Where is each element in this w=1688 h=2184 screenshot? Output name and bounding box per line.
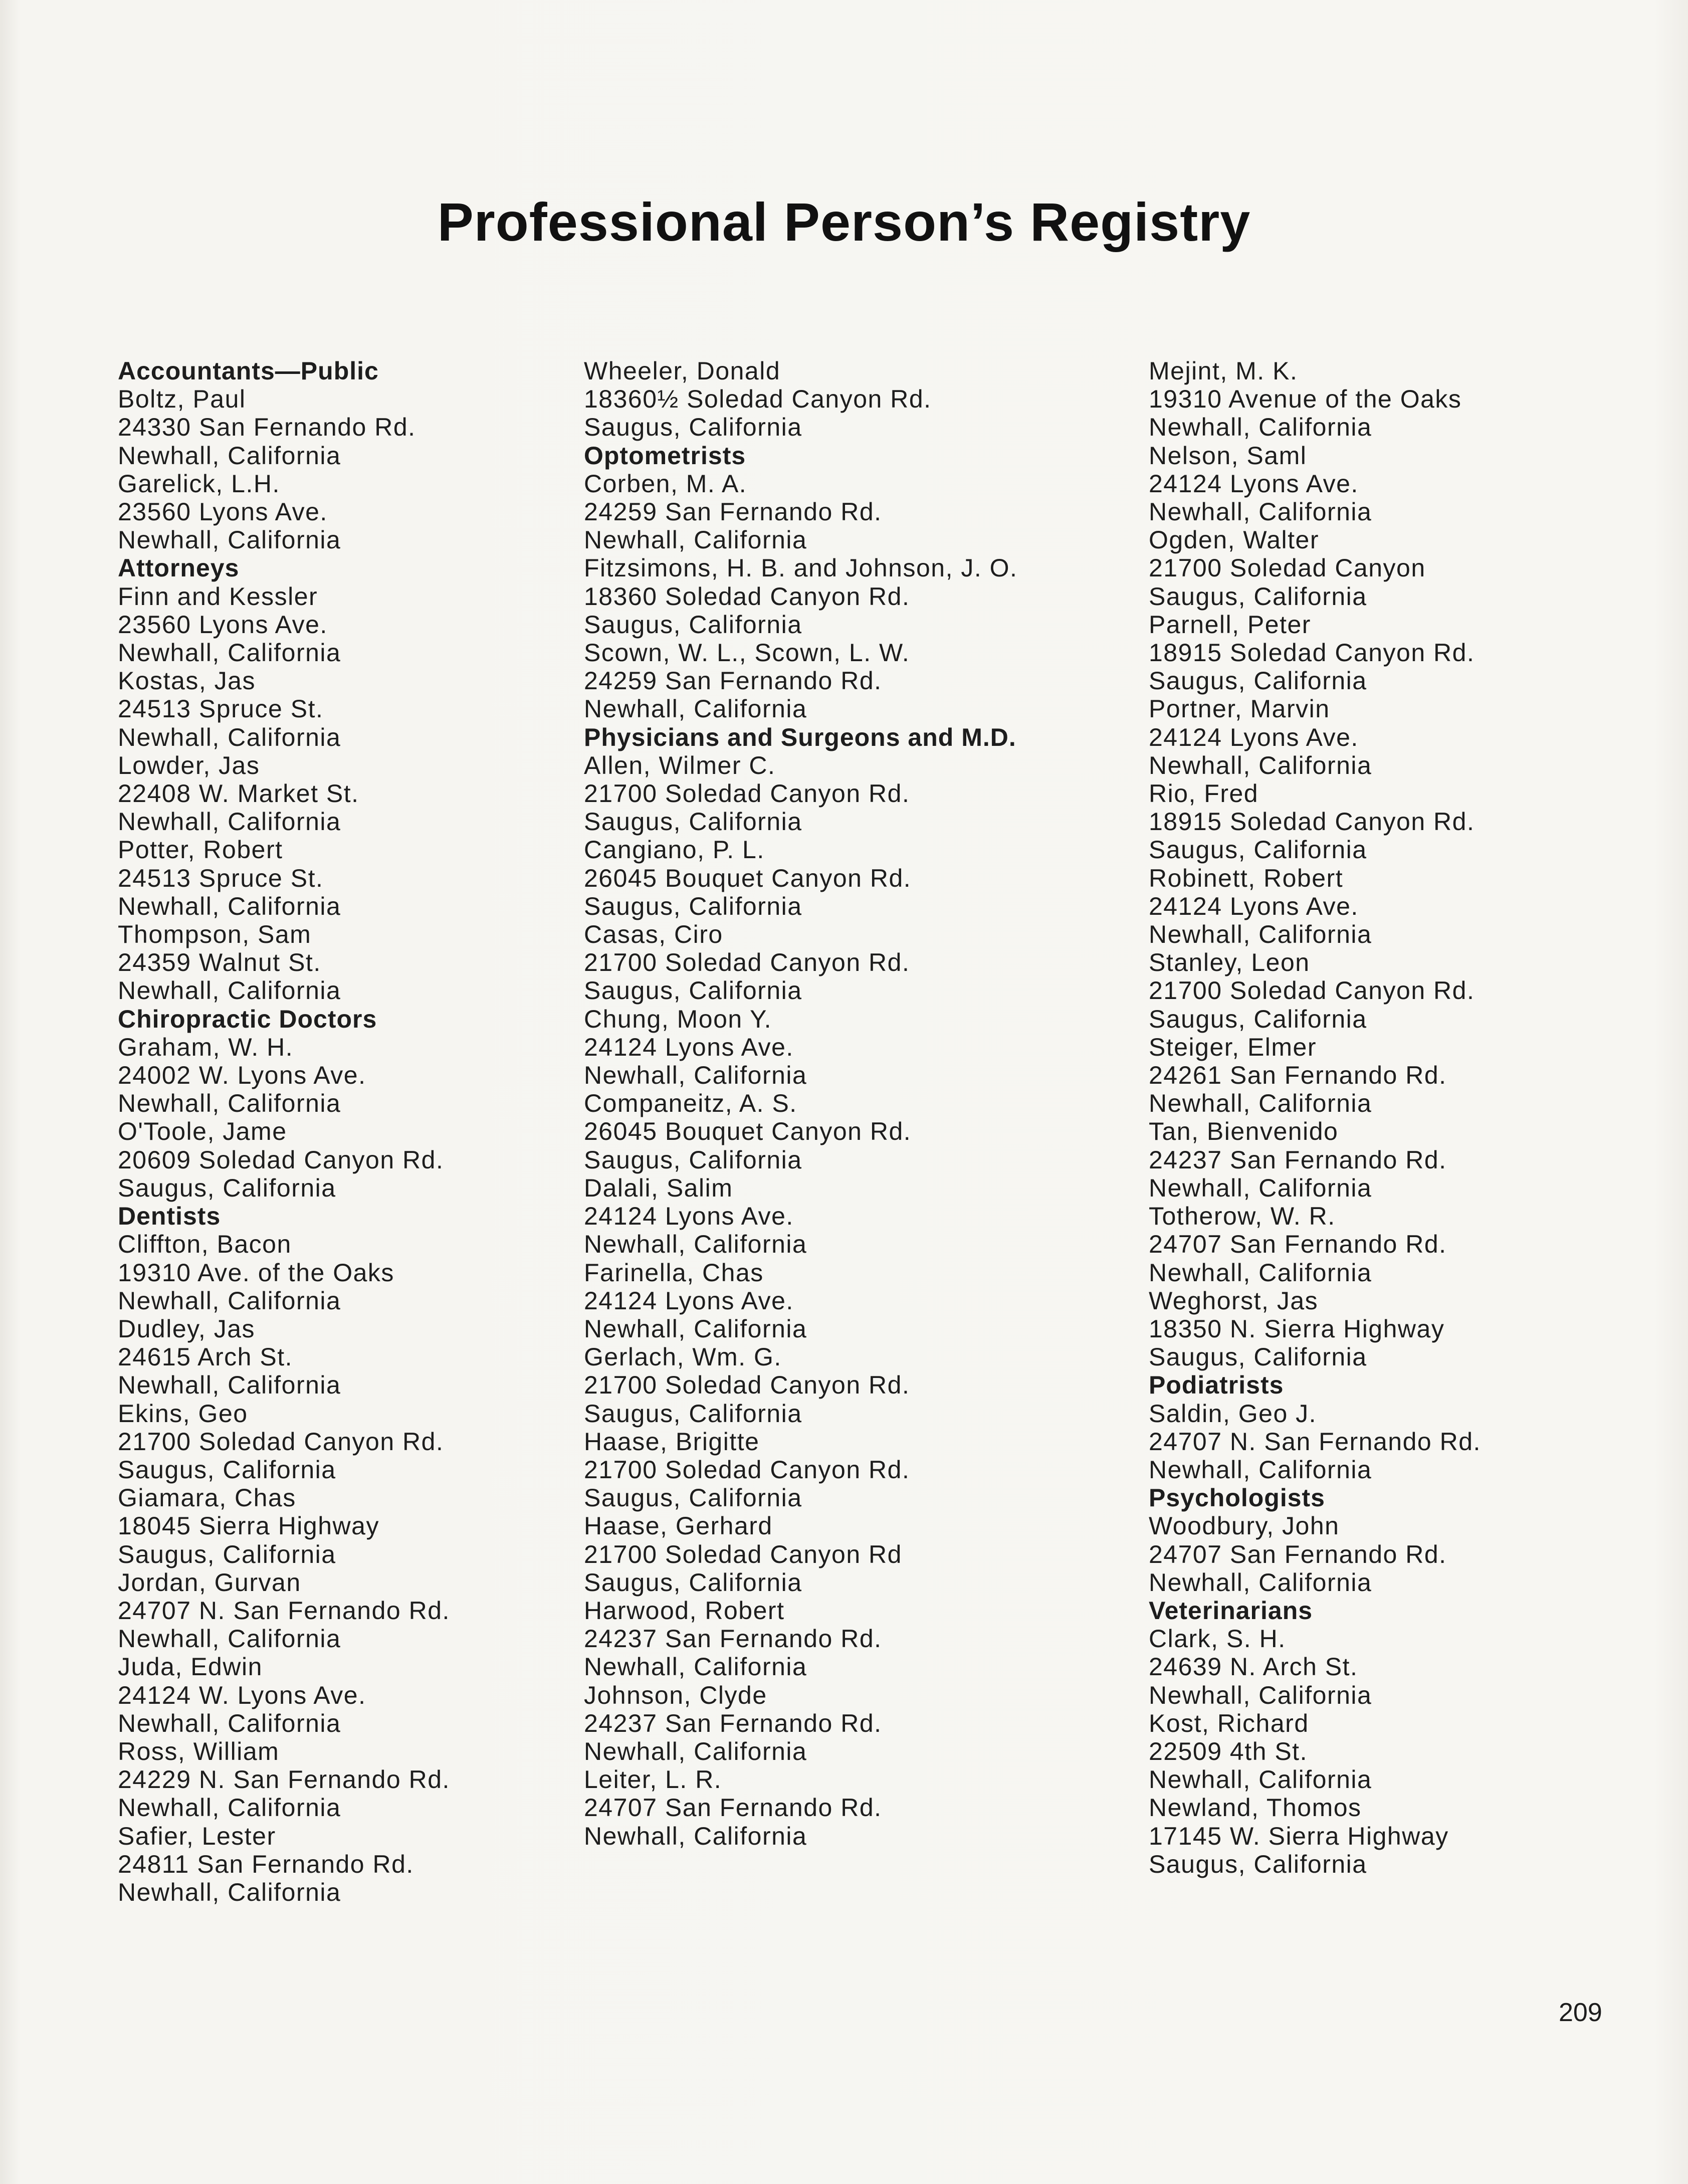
registry-line: Clark, S. H. xyxy=(1149,1625,1286,1653)
registry-line: Newhall, California xyxy=(584,1822,807,1850)
registry-line: 21700 Soledad Canyon Rd xyxy=(584,1540,902,1568)
registry-line: Newhall, California xyxy=(118,1709,341,1737)
registry-line: Newhall, California xyxy=(1149,1173,1372,1202)
registry-line: Juda, Edwin xyxy=(118,1653,263,1681)
registry-line: 20609 Soledad Canyon Rd. xyxy=(118,1145,444,1174)
registry-line: 21700 Soledad Canyon Rd. xyxy=(1149,976,1475,1005)
registry-line: Nelson, Saml xyxy=(1149,441,1307,470)
registry-line: Saugus, California xyxy=(584,892,802,920)
registry-line: Newhall, California xyxy=(1149,1455,1372,1484)
category-heading: Psychologists xyxy=(1149,1484,1325,1512)
registry-line: Steiger, Elmer xyxy=(1149,1033,1317,1061)
registry-line: Newhall, California xyxy=(118,1089,341,1118)
registry-line: Ogden, Walter xyxy=(1149,526,1320,554)
registry-line: Newhall, California xyxy=(1149,1681,1372,1709)
registry-line: Companeitz, A. S. xyxy=(584,1089,797,1118)
registry-line: Wheeler, Donald xyxy=(584,357,781,385)
registry-line: 18360½ Soledad Canyon Rd. xyxy=(584,385,932,414)
registry-line: Saugus, California xyxy=(584,1484,802,1512)
registry-line: Woodbury, John xyxy=(1149,1512,1340,1540)
category-heading: Podiatrists xyxy=(1149,1371,1284,1400)
registry-line: Haase, Gerhard xyxy=(584,1512,773,1540)
registry-line: Chung, Moon Y. xyxy=(584,1005,772,1033)
registry-line: 24124 Lyons Ave. xyxy=(584,1033,794,1061)
registry-line: Newhall, California xyxy=(118,892,341,920)
registry-line: 24124 Lyons Ave. xyxy=(1149,469,1359,498)
registry-line: Scown, W. L., Scown, L. W. xyxy=(584,639,910,667)
registry-line: 24124 W. Lyons Ave. xyxy=(118,1681,366,1709)
registry-line: Saugus, California xyxy=(584,1145,802,1174)
registry-line: 24707 San Fernando Rd. xyxy=(1149,1540,1447,1568)
registry-line: Mejint, M. K. xyxy=(1149,357,1298,385)
registry-line: Newhall, California xyxy=(584,695,807,723)
registry-line: Newhall, California xyxy=(584,1314,807,1343)
registry-line: Casas, Ciro xyxy=(584,920,723,949)
registry-line: Newhall, California xyxy=(584,1653,807,1681)
registry-line: Saugus, California xyxy=(1149,1850,1367,1878)
registry-line: Newhall, California xyxy=(118,1625,341,1653)
registry-line: Newhall, California xyxy=(1149,1258,1372,1287)
registry-line: Cangiano, P. L. xyxy=(584,836,765,864)
registry-line: Saugus, California xyxy=(584,1568,802,1597)
registry-line: 18360 Soledad Canyon Rd. xyxy=(584,582,910,611)
registry-line: Stanley, Leon xyxy=(1149,948,1310,977)
registry-line: Newhall, California xyxy=(118,723,341,751)
registry-line: 18045 Sierra Highway xyxy=(118,1512,379,1540)
registry-line: Garelick, L.H. xyxy=(118,469,280,498)
registry-line: Newhall, California xyxy=(118,441,341,470)
registry-line: Saugus, California xyxy=(118,1173,336,1202)
registry-line: Saugus, California xyxy=(584,808,802,836)
registry-line: 24124 Lyons Ave. xyxy=(1149,892,1359,920)
registry-line: 21700 Soledad Canyon Rd. xyxy=(118,1427,444,1456)
registry-line: Saugus, California xyxy=(118,1455,336,1484)
registry-line: 24124 Lyons Ave. xyxy=(584,1202,794,1231)
registry-line: Thompson, Sam xyxy=(118,920,312,949)
registry-line: Potter, Robert xyxy=(118,836,283,864)
registry-line: Corben, M. A. xyxy=(584,469,747,498)
registry-line: 21700 Soledad Canyon Rd. xyxy=(584,1455,910,1484)
registry-line: 24330 San Fernando Rd. xyxy=(118,413,416,442)
registry-line: Newhall, California xyxy=(1149,1089,1372,1118)
registry-line: Allen, Wilmer C. xyxy=(584,751,776,779)
registry-line: Dalali, Salim xyxy=(584,1173,733,1202)
registry-line: 24615 Arch St. xyxy=(118,1343,293,1371)
registry-line: 24513 Spruce St. xyxy=(118,695,324,723)
registry-line: Newhall, California xyxy=(1149,920,1372,949)
registry-line: Finn and Kessler xyxy=(118,582,318,611)
registry-line: Haase, Brigitte xyxy=(584,1427,760,1456)
category-heading: Attorneys xyxy=(118,554,240,582)
registry-line: 24229 N. San Fernando Rd. xyxy=(118,1765,450,1794)
registry-line: 24259 San Fernando Rd. xyxy=(584,667,882,695)
registry-line: O'Toole, Jame xyxy=(118,1117,287,1146)
registry-line: Dudley, Jas xyxy=(118,1314,256,1343)
registry-line: Saugus, California xyxy=(1149,836,1367,864)
page-title: Professional Person’s Registry xyxy=(437,191,1251,252)
registry-line: 22408 W. Market St. xyxy=(118,779,359,808)
registry-line: 24707 San Fernando Rd. xyxy=(584,1794,882,1822)
category-heading: Dentists xyxy=(118,1202,221,1231)
registry-line: Saugus, California xyxy=(1149,1343,1367,1371)
registry-line: 22509 4th St. xyxy=(1149,1737,1308,1765)
registry-line: 24124 Lyons Ave. xyxy=(584,1286,794,1315)
registry-line: 24707 San Fernando Rd. xyxy=(1149,1230,1447,1259)
registry-line: Newhall, California xyxy=(118,526,341,554)
registry-line: Graham, W. H. xyxy=(118,1033,294,1061)
registry-line: Boltz, Paul xyxy=(118,385,246,414)
registry-line: 18915 Soledad Canyon Rd. xyxy=(1149,808,1475,836)
registry-line: Newland, Thomos xyxy=(1149,1794,1362,1822)
category-heading: Physicians and Surgeons and M.D. xyxy=(584,723,1016,751)
registry-line: Newhall, California xyxy=(118,976,341,1005)
registry-line: Newhall, California xyxy=(584,1061,807,1090)
registry-line: Gerlach, Wm. G. xyxy=(584,1343,782,1371)
registry-line: 24259 San Fernando Rd. xyxy=(584,498,882,526)
registry-line: 24639 N. Arch St. xyxy=(1149,1653,1358,1681)
registry-line: Newhall, California xyxy=(118,1371,341,1400)
registry-line: 21700 Soledad Canyon xyxy=(1149,554,1426,582)
registry-line: Tan, Bienvenido xyxy=(1149,1117,1339,1146)
registry-line: Saugus, California xyxy=(584,413,802,442)
registry-line: Cliffton, Bacon xyxy=(118,1230,292,1259)
registry-line: 18915 Soledad Canyon Rd. xyxy=(1149,639,1475,667)
registry-column-2 xyxy=(584,357,1095,1850)
registry-line: 24002 W. Lyons Ave. xyxy=(118,1061,366,1090)
registry-line: 19310 Ave. of the Oaks xyxy=(118,1258,394,1287)
registry-line: Saugus, California xyxy=(584,1399,802,1428)
registry-line: 21700 Soledad Canyon Rd. xyxy=(584,948,910,977)
registry-line: Robinett, Robert xyxy=(1149,864,1344,892)
registry-line: Newhall, California xyxy=(118,639,341,667)
registry-line: 24237 San Fernando Rd. xyxy=(584,1709,882,1737)
category-heading: Accountants—Public xyxy=(118,357,379,385)
registry-line: Newhall, California xyxy=(118,1878,341,1906)
registry-line: Newhall, California xyxy=(584,1737,807,1765)
registry-line: Lowder, Jas xyxy=(118,751,260,779)
registry-line: 24707 N. San Fernando Rd. xyxy=(1149,1427,1481,1456)
registry-line: Newhall, California xyxy=(118,1794,341,1822)
registry-line: 19310 Avenue of the Oaks xyxy=(1149,385,1462,414)
category-heading: Chiropractic Doctors xyxy=(118,1005,377,1033)
registry-line: Rio, Fred xyxy=(1149,779,1259,808)
registry-line: Portner, Marvin xyxy=(1149,695,1330,723)
registry-line: Newhall, California xyxy=(1149,1765,1372,1794)
registry-line: Newhall, California xyxy=(118,1286,341,1315)
registry-line: 18350 N. Sierra Highway xyxy=(1149,1314,1445,1343)
registry-line: Newhall, California xyxy=(1149,498,1372,526)
registry-line: Newhall, California xyxy=(1149,751,1372,779)
registry-line: Saugus, California xyxy=(118,1540,336,1568)
registry-line: 26045 Bouquet Canyon Rd. xyxy=(584,864,912,892)
registry-line: Giamara, Chas xyxy=(118,1484,296,1512)
registry-line: Ross, William xyxy=(118,1737,280,1765)
registry-line: Safier, Lester xyxy=(118,1822,276,1850)
registry-line: Kost, Richard xyxy=(1149,1709,1309,1737)
registry-line: Newhall, California xyxy=(584,526,807,554)
registry-line: Harwood, Robert xyxy=(584,1596,785,1625)
registry-line: 24707 N. San Fernando Rd. xyxy=(118,1596,450,1625)
registry-line: Saugus, California xyxy=(584,610,802,639)
registry-line: 21700 Soledad Canyon Rd. xyxy=(584,1371,910,1400)
registry-line: 24811 San Fernando Rd. xyxy=(118,1850,414,1878)
category-heading: Veterinarians xyxy=(1149,1596,1313,1625)
page-number: 209 xyxy=(1559,1998,1602,2027)
registry-line: Totherow, W. R. xyxy=(1149,1202,1336,1231)
registry-line: Newhall, California xyxy=(1149,1568,1372,1597)
registry-column-1 xyxy=(118,357,559,1906)
registry-line: Johnson, Clyde xyxy=(584,1681,767,1709)
registry-line: 24261 San Fernando Rd. xyxy=(1149,1061,1447,1090)
registry-line: Newhall, California xyxy=(584,1230,807,1259)
registry-line: 24237 San Fernando Rd. xyxy=(1149,1145,1447,1174)
registry-line: 21700 Soledad Canyon Rd. xyxy=(584,779,910,808)
registry-line: Saldin, Geo J. xyxy=(1149,1399,1317,1428)
registry-line: Saugus, California xyxy=(1149,582,1367,611)
registry-line: Kostas, Jas xyxy=(118,667,256,695)
registry-line: Fitzsimons, H. B. and Johnson, J. O. xyxy=(584,554,1018,582)
registry-line: Newhall, California xyxy=(118,808,341,836)
registry-line: 26045 Bouquet Canyon Rd. xyxy=(584,1117,912,1146)
registry-line: Farinella, Chas xyxy=(584,1258,764,1287)
registry-line: 17145 W. Sierra Highway xyxy=(1149,1822,1449,1850)
registry-line: Newhall, California xyxy=(1149,413,1372,442)
registry-column-3 xyxy=(1149,357,1590,1878)
registry-line: 23560 Lyons Ave. xyxy=(118,498,328,526)
registry-line: Parnell, Peter xyxy=(1149,610,1311,639)
registry-line: Ekins, Geo xyxy=(118,1399,248,1428)
registry-line: 24124 Lyons Ave. xyxy=(1149,723,1359,751)
registry-line: Saugus, California xyxy=(584,976,802,1005)
registry-line: Weghorst, Jas xyxy=(1149,1286,1319,1315)
registry-line: Saugus, California xyxy=(1149,1005,1367,1033)
registry-line: Leiter, L. R. xyxy=(584,1765,722,1794)
category-heading: Optometrists xyxy=(584,441,746,470)
registry-line: 24513 Spruce St. xyxy=(118,864,324,892)
registry-line: Saugus, California xyxy=(1149,667,1367,695)
registry-line: Jordan, Gurvan xyxy=(118,1568,301,1597)
registry-line: 23560 Lyons Ave. xyxy=(118,610,328,639)
registry-line: 24359 Walnut St. xyxy=(118,948,321,977)
registry-line: 24237 San Fernando Rd. xyxy=(584,1625,882,1653)
